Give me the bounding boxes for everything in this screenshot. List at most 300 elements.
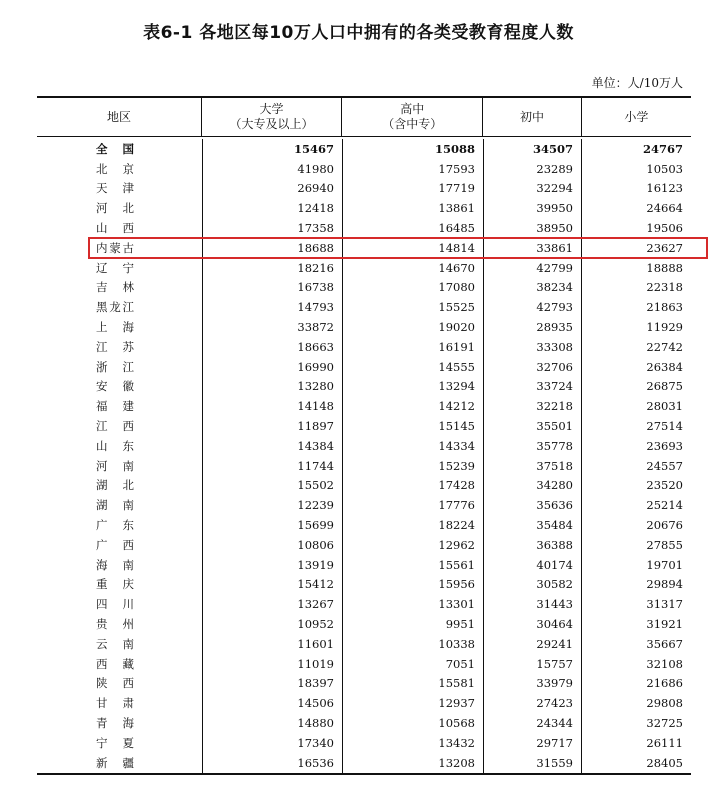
region-cell-text: 安徽 — [96, 379, 134, 394]
primary-school-cell — [581, 535, 691, 555]
college-cell-text: 13267 — [297, 597, 334, 612]
primary-school-cell-text: 25214 — [646, 498, 683, 513]
high-school-cell-text: 14212 — [438, 399, 475, 414]
table-row — [37, 436, 691, 456]
college-cell-text: 15502 — [297, 478, 334, 493]
table-row — [37, 278, 691, 298]
college-cell — [202, 594, 342, 614]
high-school-cell-text: 13432 — [438, 735, 475, 750]
middle-school-cell-text: 35778 — [536, 438, 573, 453]
table-row — [37, 614, 691, 634]
primary-school-cell-text: 24557 — [646, 458, 683, 473]
header-middle-label: 初中 — [519, 109, 544, 124]
middle-school-cell — [483, 555, 581, 575]
region-cell-text: 福建 — [96, 399, 134, 414]
high-school-cell — [342, 179, 483, 199]
college-cell — [202, 555, 342, 575]
region-cell-text: 山东 — [96, 438, 134, 453]
college-cell — [202, 575, 342, 595]
middle-school-cell-text: 32294 — [536, 181, 573, 196]
region-cell-text: 广东 — [96, 518, 134, 533]
region-cell-text: 广西 — [96, 537, 134, 552]
primary-school-cell — [581, 258, 691, 278]
college-cell — [202, 317, 342, 337]
header-college-label: 大学 — [259, 102, 284, 116]
college-cell — [202, 476, 342, 496]
high-school-cell-text: 19020 — [438, 320, 475, 335]
table-row — [37, 515, 691, 535]
college-cell-text: 17340 — [297, 735, 334, 750]
college-cell — [202, 634, 342, 654]
middle-school-cell — [483, 357, 581, 377]
table-row — [37, 396, 691, 416]
primary-school-cell-text: 26875 — [646, 379, 683, 394]
high-school-cell — [342, 575, 483, 595]
region-cell — [37, 614, 202, 634]
college-cell-text: 15412 — [297, 577, 334, 592]
primary-school-cell — [581, 456, 691, 476]
college-cell — [202, 436, 342, 456]
middle-school-cell-text: 31443 — [536, 597, 573, 612]
region-cell-text: 四川 — [96, 597, 134, 612]
middle-school-cell — [483, 594, 581, 614]
middle-school-cell — [483, 495, 581, 515]
primary-school-cell — [581, 198, 691, 218]
primary-school-cell — [581, 693, 691, 713]
primary-school-cell-text: 19506 — [646, 221, 683, 236]
high-school-cell-text: 15145 — [438, 419, 475, 434]
primary-school-cell — [581, 594, 691, 614]
region-cell-text: 贵州 — [96, 617, 134, 632]
college-cell-text: 16738 — [297, 280, 334, 295]
table-bottom-rule — [37, 773, 691, 775]
high-school-cell-text: 14814 — [438, 240, 475, 255]
region-cell-text: 甘肃 — [96, 696, 134, 711]
college-cell-text: 15699 — [297, 518, 334, 533]
region-cell — [37, 159, 202, 179]
high-school-cell — [342, 555, 483, 575]
middle-school-cell-text: 23289 — [536, 161, 573, 176]
region-cell-text: 天津 — [96, 181, 134, 196]
region-cell-text: 宁夏 — [96, 735, 134, 750]
high-school-cell — [342, 515, 483, 535]
high-school-cell — [342, 753, 483, 773]
region-cell — [37, 139, 202, 159]
middle-school-cell-text: 35636 — [536, 498, 573, 513]
middle-school-cell-text: 34280 — [536, 478, 573, 493]
region-cell-text: 河南 — [96, 458, 134, 473]
region-cell — [37, 753, 202, 773]
college-cell-text: 16536 — [297, 755, 334, 770]
region-cell-text: 湖南 — [96, 498, 134, 513]
table-row — [37, 594, 691, 614]
primary-school-cell — [581, 139, 691, 159]
region-cell — [37, 436, 202, 456]
region-cell — [37, 218, 202, 238]
college-cell — [202, 218, 342, 238]
primary-school-cell — [581, 436, 691, 456]
region-cell — [37, 396, 202, 416]
college-cell — [202, 377, 342, 397]
high-school-cell — [342, 654, 483, 674]
high-school-cell — [342, 594, 483, 614]
middle-school-cell-text: 27423 — [536, 696, 573, 711]
primary-school-cell — [581, 674, 691, 694]
primary-school-cell — [581, 416, 691, 436]
college-cell — [202, 396, 342, 416]
middle-school-cell-text: 40174 — [536, 557, 573, 572]
page-title: 表6-1 各地区每10万人口中拥有的各类受教育程度人数 — [143, 23, 574, 43]
region-cell — [37, 179, 202, 199]
middle-school-cell — [483, 377, 581, 397]
middle-school-cell-text: 33724 — [536, 379, 573, 394]
high-school-cell — [342, 495, 483, 515]
middle-school-cell-text: 37518 — [536, 458, 573, 473]
high-school-cell — [342, 317, 483, 337]
primary-school-cell — [581, 317, 691, 337]
college-cell-text: 10952 — [297, 617, 334, 632]
primary-school-cell-text: 24664 — [646, 201, 683, 216]
region-cell — [37, 476, 202, 496]
region-cell-text: 全国 — [96, 141, 134, 156]
region-cell-text: 上海 — [96, 320, 134, 335]
middle-school-cell-text: 31559 — [536, 755, 573, 770]
high-school-cell — [342, 139, 483, 159]
college-cell-text: 15467 — [293, 141, 334, 156]
table-row — [37, 575, 691, 595]
middle-school-cell — [483, 634, 581, 654]
table-row — [37, 634, 691, 654]
primary-school-cell — [581, 377, 691, 397]
middle-school-cell — [483, 317, 581, 337]
region-cell-text: 内蒙古 — [96, 240, 134, 255]
table-row — [37, 159, 691, 179]
middle-school-cell — [483, 614, 581, 634]
high-school-cell — [342, 614, 483, 634]
table-row — [37, 317, 691, 337]
region-cell — [37, 357, 202, 377]
table-row — [37, 654, 691, 674]
primary-school-cell-text: 23627 — [646, 240, 683, 255]
middle-school-cell-text: 33308 — [536, 339, 573, 354]
high-school-cell — [342, 634, 483, 654]
middle-school-cell-text: 29241 — [536, 636, 573, 651]
region-cell-text: 陕西 — [96, 676, 134, 691]
primary-school-cell-text: 16123 — [646, 181, 683, 196]
region-cell — [37, 575, 202, 595]
primary-school-cell-text: 11929 — [646, 320, 683, 335]
college-cell-text: 12418 — [297, 201, 334, 216]
header-high-label: 高中 — [400, 102, 425, 116]
college-cell-text: 11897 — [297, 419, 334, 434]
high-school-cell — [342, 674, 483, 694]
middle-school-cell-text: 35501 — [536, 419, 573, 434]
high-school-cell-text: 17080 — [438, 280, 475, 295]
college-cell-text: 14793 — [297, 300, 334, 315]
region-cell-text: 西藏 — [96, 656, 134, 671]
region-cell-text: 山西 — [96, 221, 134, 236]
table-row — [37, 139, 691, 159]
college-cell-text: 14880 — [297, 716, 334, 730]
college-cell — [202, 693, 342, 713]
primary-school-cell-text: 24767 — [642, 141, 683, 156]
college-cell — [202, 515, 342, 535]
high-school-cell-text: 17593 — [438, 161, 475, 176]
primary-school-cell-text: 31317 — [646, 597, 683, 612]
region-cell — [37, 634, 202, 654]
region-cell — [37, 495, 202, 515]
middle-school-cell-text: 28935 — [536, 320, 573, 335]
high-school-cell-text: 15561 — [438, 557, 475, 572]
middle-school-cell — [483, 416, 581, 436]
region-cell — [37, 337, 202, 357]
primary-school-cell-text: 29894 — [646, 577, 683, 592]
high-school-cell — [342, 713, 483, 733]
college-cell-text: 18663 — [297, 339, 334, 354]
table-row — [37, 258, 691, 278]
primary-school-cell — [581, 476, 691, 496]
middle-school-cell — [483, 713, 581, 733]
college-cell-text: 12239 — [297, 498, 334, 513]
college-cell — [202, 753, 342, 773]
region-cell — [37, 733, 202, 753]
high-school-cell-text: 10568 — [438, 716, 475, 730]
region-cell-text: 江苏 — [96, 339, 134, 354]
education-table — [37, 96, 691, 775]
high-school-cell-text: 15239 — [438, 458, 475, 473]
college-cell — [202, 258, 342, 278]
high-school-cell — [342, 159, 483, 179]
high-school-cell — [342, 377, 483, 397]
middle-school-cell — [483, 733, 581, 753]
middle-school-cell-text: 32218 — [536, 399, 573, 414]
middle-school-cell — [483, 693, 581, 713]
college-cell — [202, 159, 342, 179]
primary-school-cell — [581, 396, 691, 416]
primary-school-cell — [581, 614, 691, 634]
high-school-cell-text: 17719 — [438, 181, 475, 196]
table-row — [37, 297, 691, 317]
region-cell — [37, 515, 202, 535]
college-cell-text: 14148 — [297, 399, 334, 414]
middle-school-cell-text: 42799 — [536, 260, 573, 275]
primary-school-cell — [581, 357, 691, 377]
high-school-cell — [342, 693, 483, 713]
high-school-cell — [342, 476, 483, 496]
college-cell-text: 11744 — [297, 458, 334, 473]
high-school-cell — [342, 456, 483, 476]
high-school-cell — [342, 278, 483, 298]
table-row — [37, 416, 691, 436]
high-school-cell-text: 14555 — [438, 359, 475, 374]
high-school-cell — [342, 357, 483, 377]
college-cell-text: 10806 — [297, 537, 334, 552]
primary-school-cell — [581, 634, 691, 654]
high-school-cell-text: 17776 — [438, 498, 475, 513]
middle-school-cell — [483, 515, 581, 535]
high-school-cell-text: 16191 — [438, 339, 475, 354]
primary-school-cell-text: 28405 — [646, 755, 683, 770]
region-cell-text: 青海 — [96, 716, 134, 730]
high-school-cell — [342, 337, 483, 357]
region-cell — [37, 555, 202, 575]
college-cell-text: 33872 — [297, 320, 334, 335]
header-high-school — [341, 98, 482, 136]
region-cell-text: 黑龙江 — [96, 300, 134, 315]
college-cell-text: 14384 — [297, 438, 334, 453]
middle-school-cell — [483, 654, 581, 674]
college-cell-text: 18216 — [297, 260, 334, 275]
primary-school-cell — [581, 297, 691, 317]
college-cell — [202, 713, 342, 733]
middle-school-cell — [483, 476, 581, 496]
primary-school-cell-text: 20676 — [646, 518, 683, 533]
high-school-cell-text: 13861 — [438, 201, 475, 216]
middle-school-cell — [483, 456, 581, 476]
table-row — [37, 535, 691, 555]
high-school-cell — [342, 535, 483, 555]
table-row — [37, 674, 691, 694]
college-cell — [202, 357, 342, 377]
college-cell-text: 18397 — [297, 676, 334, 691]
middle-school-cell — [483, 436, 581, 456]
middle-school-cell — [483, 258, 581, 278]
college-cell — [202, 733, 342, 753]
primary-school-cell — [581, 733, 691, 753]
table-row — [37, 693, 691, 713]
region-cell — [37, 594, 202, 614]
college-cell-text: 18688 — [297, 240, 334, 255]
high-school-cell-text: 16485 — [438, 221, 475, 236]
table-row — [37, 495, 691, 515]
college-cell-text: 17358 — [297, 221, 334, 236]
primary-school-cell — [581, 278, 691, 298]
region-cell-text: 海南 — [96, 557, 134, 572]
college-cell-text: 41980 — [297, 161, 334, 176]
primary-school-cell-text: 32108 — [646, 656, 683, 671]
high-school-cell-text: 13208 — [438, 755, 475, 770]
college-cell-text: 11019 — [297, 656, 334, 671]
high-school-cell-text: 7051 — [445, 656, 475, 671]
region-cell — [37, 674, 202, 694]
college-cell-text: 11601 — [297, 636, 334, 651]
middle-school-cell-text: 39950 — [536, 201, 573, 216]
middle-school-cell-text: 24344 — [536, 716, 573, 730]
middle-school-cell — [483, 337, 581, 357]
college-cell-text: 26940 — [297, 181, 334, 196]
region-cell-text: 江西 — [96, 419, 134, 434]
region-cell-text: 吉林 — [96, 280, 134, 295]
middle-school-cell-text: 30582 — [536, 577, 573, 592]
table-row — [37, 337, 691, 357]
primary-school-cell-text: 18888 — [646, 260, 683, 275]
high-school-cell — [342, 416, 483, 436]
header-primary-label: 小学 — [624, 109, 649, 124]
primary-school-cell — [581, 654, 691, 674]
high-school-cell-text: 17428 — [438, 478, 475, 493]
college-cell — [202, 337, 342, 357]
table-row — [37, 357, 691, 377]
middle-school-cell — [483, 753, 581, 773]
college-cell — [202, 179, 342, 199]
region-cell — [37, 198, 202, 218]
primary-school-cell-text: 22318 — [646, 280, 683, 295]
college-cell — [202, 674, 342, 694]
primary-school-cell-text: 19701 — [646, 557, 683, 572]
college-cell — [202, 495, 342, 515]
table-body — [37, 137, 691, 773]
region-cell — [37, 416, 202, 436]
region-cell — [37, 317, 202, 337]
primary-school-cell — [581, 179, 691, 199]
middle-school-cell-text: 38950 — [536, 221, 573, 236]
table-row — [37, 555, 691, 575]
region-cell — [37, 297, 202, 317]
header-high-sub: （含中专） — [382, 117, 443, 131]
primary-school-cell — [581, 555, 691, 575]
primary-school-cell-text: 35667 — [646, 636, 683, 651]
middle-school-cell — [483, 674, 581, 694]
primary-school-cell — [581, 337, 691, 357]
middle-school-cell — [483, 278, 581, 298]
primary-school-cell-text: 28031 — [646, 399, 683, 414]
high-school-cell-text: 15525 — [438, 300, 475, 315]
middle-school-cell-text: 42793 — [536, 300, 573, 315]
region-cell-text: 浙江 — [96, 359, 134, 374]
header-region-label: 地区 — [106, 109, 131, 124]
college-cell — [202, 614, 342, 634]
college-cell-text: 13280 — [297, 379, 334, 394]
high-school-cell-text: 12962 — [438, 537, 475, 552]
table-row — [37, 733, 691, 753]
region-cell-text: 北京 — [96, 161, 134, 176]
primary-school-cell-text: 27514 — [646, 419, 683, 434]
high-school-cell — [342, 297, 483, 317]
primary-school-cell — [581, 575, 691, 595]
middle-school-cell — [483, 159, 581, 179]
region-cell — [37, 693, 202, 713]
college-cell — [202, 297, 342, 317]
table-header — [37, 98, 691, 136]
high-school-cell-text: 12937 — [438, 696, 475, 711]
high-school-cell — [342, 436, 483, 456]
college-cell — [202, 198, 342, 218]
primary-school-cell-text: 32725 — [646, 716, 683, 730]
college-cell — [202, 654, 342, 674]
region-cell — [37, 278, 202, 298]
primary-school-cell-text: 26111 — [646, 735, 683, 750]
highlight-box — [88, 237, 708, 259]
primary-school-cell-text: 31921 — [646, 617, 683, 632]
middle-school-cell-text: 32706 — [536, 359, 573, 374]
middle-school-cell-text: 33979 — [536, 676, 573, 691]
middle-school-cell — [483, 396, 581, 416]
primary-school-cell — [581, 713, 691, 733]
table-row — [37, 377, 691, 397]
primary-school-cell-text: 10503 — [646, 161, 683, 176]
middle-school-cell-text: 36388 — [536, 537, 573, 552]
primary-school-cell-text: 21863 — [646, 300, 683, 315]
region-cell — [37, 654, 202, 674]
college-cell — [202, 416, 342, 436]
college-cell-text: 16990 — [297, 359, 334, 374]
high-school-cell-text: 13301 — [438, 597, 475, 612]
high-school-cell — [342, 218, 483, 238]
college-cell-text: 13919 — [297, 557, 334, 572]
middle-school-cell — [483, 575, 581, 595]
college-cell — [202, 535, 342, 555]
college-cell — [202, 456, 342, 476]
